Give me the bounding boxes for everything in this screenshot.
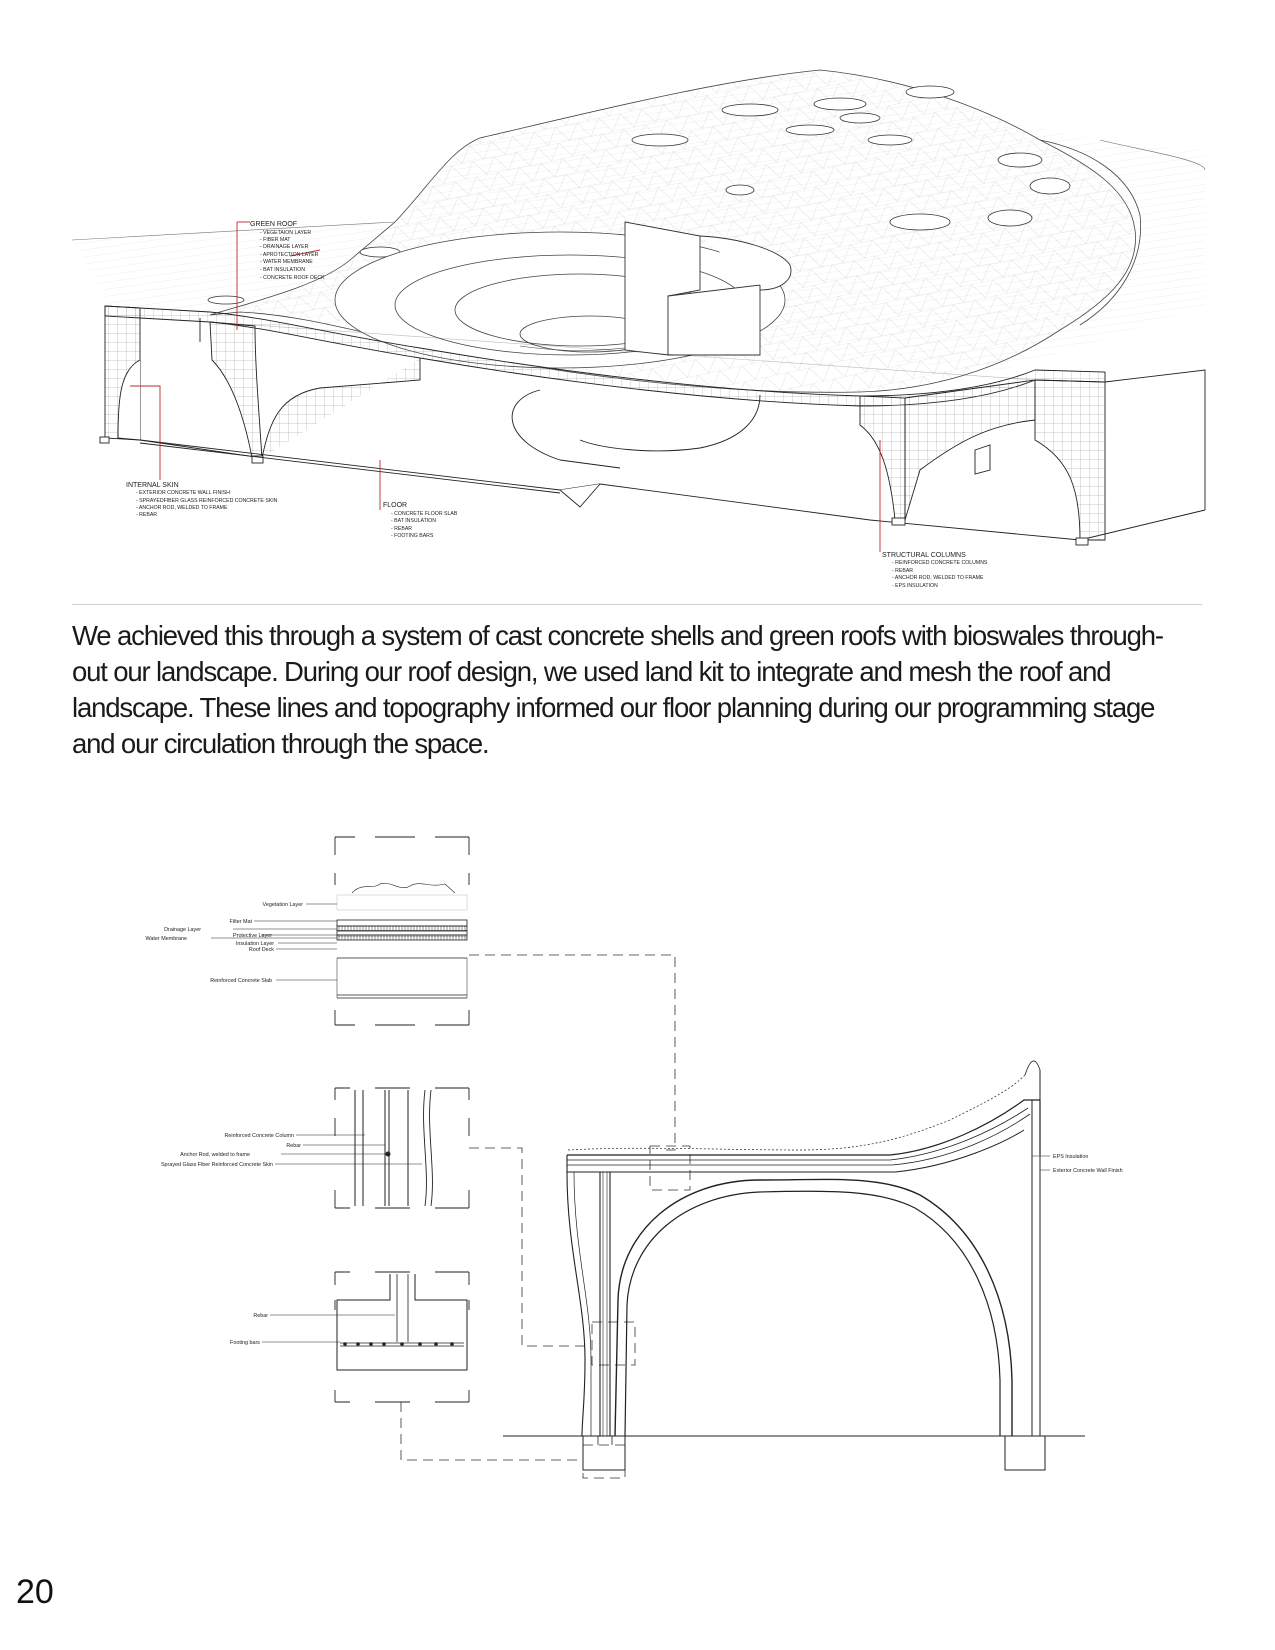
label-item: - FIBER MAT [260, 237, 291, 243]
roof-detail [211, 837, 469, 1025]
body-paragraph [72, 618, 1212, 762]
label-item: - BAT INSULATION [260, 267, 305, 273]
label-item: - REBAR [892, 568, 914, 574]
body-line: We achieved this through a system of cast concrete shells and green roofs with bioswales through- [72, 620, 1163, 651]
label-roof-deck: Roof Deck [248, 947, 274, 953]
floor-slab [140, 440, 1205, 540]
label-item: - APROTECTION LAYER [260, 252, 319, 258]
label-title: INTERNAL SKIN [126, 482, 179, 489]
label-title: GREEN ROOF [250, 221, 298, 228]
footing-detail [262, 1272, 469, 1402]
label-item: - FOOTING BARS [391, 533, 434, 539]
main-wall-section [503, 1061, 1085, 1470]
body-line: out our landscape. During our roof design, we used land kit to integrate and mesh the roof and [72, 656, 1111, 687]
label-eps-insulation: EPS Insulation [1053, 1154, 1089, 1160]
label-glass-fiber-skin: Sprayed Glass Fiber Reinforced Concrete Skin [160, 1162, 273, 1168]
label-item: - ANCHOR ROD, WELDED TO FRAME [892, 575, 984, 581]
label-vegetation-layer: Vegetation Layer [262, 902, 303, 908]
page-number: 20 [16, 1573, 54, 1611]
label-item: - REINFORCED CONCRETE COLUMNS [892, 560, 988, 566]
label-item: - CONCRETE ROOF DECK [260, 275, 325, 281]
label-insulation-layer: Insulation Layer [235, 941, 274, 947]
label-protective-layer: Protective Layer [233, 933, 272, 939]
label-structural-columns [882, 552, 988, 589]
label-item: - EPS INSULATION [892, 583, 938, 589]
label-column-rebar: Rebar [286, 1143, 301, 1149]
label-item: - REBAR [136, 512, 158, 518]
label-title: FLOOR [383, 502, 408, 509]
label-internal-skin [126, 482, 278, 518]
column-detail [275, 1088, 469, 1208]
body-line: landscape. These lines and topography informed our floor planning during our programming stage [72, 692, 1155, 723]
label-item: - BAT INSULATION [391, 518, 436, 524]
label-reinforced-concrete-slab: Reinforced Concrete Slab [210, 978, 272, 984]
label-title: STRUCTURAL COLUMNS [882, 552, 966, 559]
label-exterior-wall-finish: Exterior Concrete Wall Finish [1053, 1168, 1123, 1174]
label-item: - VEGETAION LAYER [260, 230, 312, 236]
section-divider [72, 604, 1202, 605]
label-item: - EXTERIOR CONCRETE WALL FINISH [136, 490, 230, 496]
label-item: - REBAR [391, 526, 413, 532]
label-floor [383, 502, 458, 539]
label-footing-bars: Footing bars [230, 1340, 260, 1346]
label-footing-rebar: Rebar [253, 1313, 268, 1319]
axonometric-section-diagram [0, 0, 1275, 600]
body-line: and our circulation through the space. [72, 728, 489, 759]
label-item: - ANCHOR ROD, WELDED TO FRAME [136, 505, 228, 511]
label-drainage-layer: Drainage Layer [164, 927, 201, 933]
detail-connectors [401, 955, 690, 1478]
label-item: - WATER MEMBRANE [260, 259, 313, 265]
label-item: - DRAINAGE LAYER [260, 244, 309, 250]
label-item: - SPRAYEDFIBER GLASS REINFORCED CONCRETE SKIN [136, 498, 278, 504]
label-filter-mat: Filter Mat [229, 919, 252, 925]
label-anchor-rod: Anchor Rod, welded to frame [180, 1152, 250, 1158]
wall-section-detail-diagram [0, 820, 1275, 1480]
label-water-membrane: Water Membrane [145, 936, 187, 942]
label-item: - CONCRETE FLOOR SLAB [391, 511, 458, 517]
label-reinforced-concrete-column: Reinforced Concrete Column [224, 1133, 294, 1139]
